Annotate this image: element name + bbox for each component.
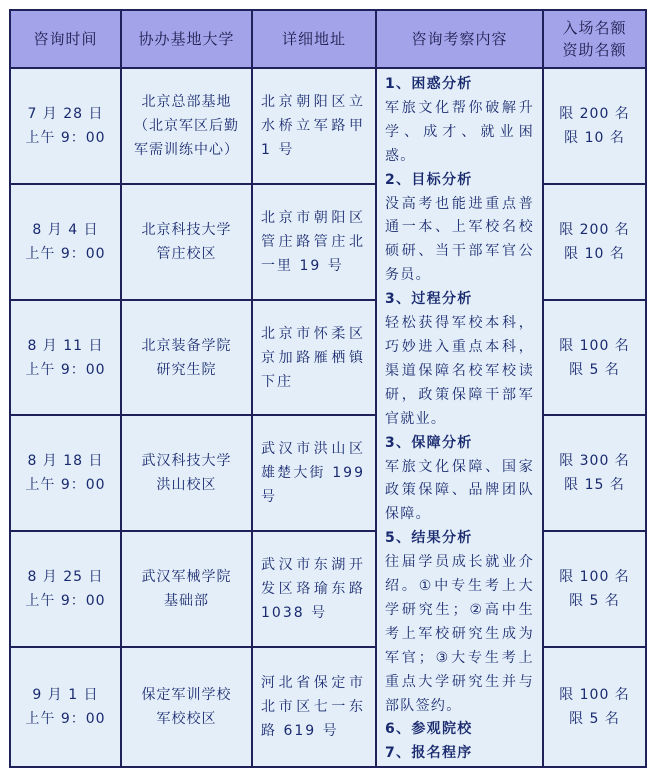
funding-quota: 限 5 名 (569, 361, 620, 378)
entry-quota: 限 100 名 (559, 569, 630, 586)
table-row (10, 300, 646, 416)
address-cell: 北京市怀柔区京加路雁栖镇下庄 (252, 300, 376, 416)
entry-quota: 限 100 名 (559, 337, 630, 354)
university-line: 北京科技大学 (141, 221, 232, 238)
header-university: 协办基地大学 (121, 10, 252, 68)
header-time: 咨询时间 (10, 10, 121, 68)
university-cell (121, 531, 252, 647)
content-heading: 1、困惑分析 (385, 76, 473, 92)
table-row (10, 184, 646, 300)
table-row (10, 647, 646, 767)
university-cell (121, 300, 252, 416)
table-row (10, 68, 646, 184)
time-cell (10, 531, 121, 647)
date: 8 月 4 日 (32, 221, 99, 238)
university-line: （北京军区后勤 (134, 117, 239, 134)
university-line: 军需训练中心） (134, 141, 239, 158)
university-cell (121, 184, 252, 300)
table-row (10, 531, 646, 647)
content-text: 军旅文化帮你破解升学、成才、就业困惑。 (385, 99, 534, 164)
university-cell (121, 647, 252, 767)
university-cell (121, 415, 252, 531)
address-cell: 河北省保定市北市区七一东路 619 号 (252, 647, 376, 767)
content-heading: 7、报名程序 (385, 745, 473, 762)
time: 上午 9：00 (25, 593, 106, 610)
entry-quota: 限 100 名 (559, 687, 630, 704)
university-line: 北京总部基地 (141, 93, 232, 110)
date: 8 月 25 日 (27, 569, 104, 586)
content-text: 往届学员成长就业介绍。①中专生考上大学研究生；②高中生考上军校研究生成为军官；③大专生考上重点大学研究生并与部队签约。 (385, 554, 534, 714)
header-address: 详细地址 (252, 10, 376, 68)
time: 上午 9：00 (25, 361, 106, 378)
quota-cell (543, 300, 646, 416)
address-cell: 北京市朝阳区管庄路管庄北一里 19 号 (252, 184, 376, 300)
header-quota-line2: 资助名额 (562, 41, 627, 59)
content-text: 轻松获得军校本科，巧妙进入重点本科，渠道保障名校军校读研，政策保障干部军官就业。 (385, 315, 534, 427)
entry-quota: 限 200 名 (559, 105, 630, 122)
content-heading: 2、目标分析 (385, 171, 473, 188)
university-cell (121, 68, 252, 184)
university-line: 武汉科技大学 (141, 453, 232, 470)
address-cell: 武汉市洪山区雄楚大街 199 号 (252, 415, 376, 531)
funding-quota: 限 15 名 (564, 477, 625, 494)
quota-cell (543, 647, 646, 767)
content-heading: 3、保障分析 (385, 434, 473, 451)
header-content: 咨询考察内容 (376, 10, 543, 68)
university-line: 军校校区 (156, 711, 217, 728)
time: 上午 9：00 (25, 129, 106, 146)
content-heading: 3、过程分析 (385, 291, 473, 308)
address-cell: 北京朝阳区立水桥立军路甲 1 号 (252, 68, 376, 184)
quota-cell (543, 415, 646, 531)
funding-quota: 限 5 名 (569, 593, 620, 610)
table-row (10, 415, 646, 531)
funding-quota: 限 10 名 (564, 245, 625, 262)
quota-cell (543, 68, 646, 184)
content-text: 军旅文化保障、国家政策保障、品牌团队保障。 (385, 458, 534, 523)
address-cell: 武汉市东湖开发区珞瑜东路 1038 号 (252, 531, 376, 647)
content-text: 没高考也能进重点普通一本、上军校名校硕研、当干部军官公务员。 (385, 195, 534, 284)
header-row (10, 10, 646, 68)
university-line: 基础部 (164, 593, 209, 610)
header-quota (543, 10, 646, 68)
university-line: 保定军训学校 (141, 687, 232, 704)
date: 8 月 11 日 (27, 337, 104, 354)
time-cell (10, 300, 121, 416)
university-line: 武汉军械学院 (141, 569, 232, 586)
schedule-table (9, 9, 647, 768)
entry-quota: 限 300 名 (559, 453, 630, 470)
time: 上午 9：00 (25, 711, 106, 728)
time-cell (10, 68, 121, 184)
content-heading: 5、结果分析 (385, 530, 473, 547)
time: 上午 9：00 (25, 245, 106, 262)
funding-quota: 限 5 名 (569, 711, 620, 728)
university-line: 北京装备学院 (141, 337, 232, 354)
content-cell (376, 68, 543, 767)
university-line: 研究生院 (156, 361, 217, 378)
quota-cell (543, 184, 646, 300)
entry-quota: 限 200 名 (559, 221, 630, 238)
time: 上午 9：00 (25, 477, 106, 494)
date: 8 月 18 日 (27, 453, 104, 470)
date: 9 月 1 日 (32, 687, 99, 704)
funding-quota: 限 10 名 (564, 129, 625, 146)
quota-cell (543, 531, 646, 647)
time-cell (10, 415, 121, 531)
content-heading: 6、参观院校 (385, 721, 473, 738)
time-cell (10, 647, 121, 767)
date: 7 月 28 日 (27, 105, 104, 122)
university-line: 管庄校区 (156, 245, 217, 262)
university-line: 洪山校区 (156, 477, 217, 494)
consultation-schedule (9, 9, 645, 762)
header-quota-line1: 入场名额 (562, 19, 627, 37)
time-cell (10, 184, 121, 300)
